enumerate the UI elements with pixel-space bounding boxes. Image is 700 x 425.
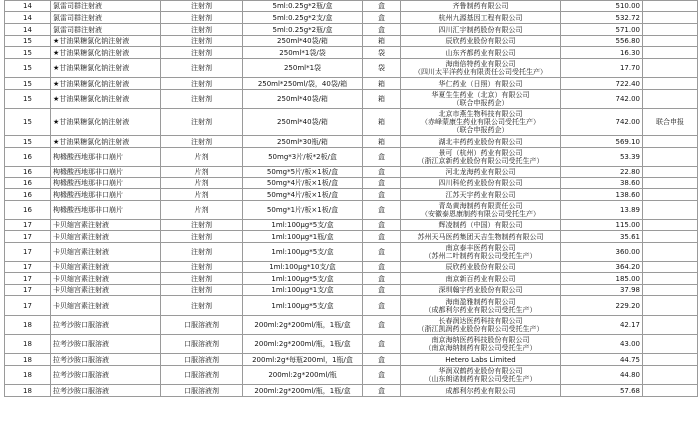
cell-company: 河北龙海药业有限公司: [401, 167, 561, 178]
table-row: [5, 273, 698, 285]
cell-drug-name: 氯雷司群注射液: [51, 12, 161, 24]
cell-no: 18: [5, 385, 51, 397]
cell-dosage-form: 注射剂: [161, 285, 243, 296]
cell-company: 南京海纳医药科技股份有限公司 （南京海纳制药有限公司受托生产）: [401, 335, 561, 354]
cell-specification: 250ml*30瓶/箱: [243, 136, 363, 148]
table-row: [5, 189, 698, 201]
cell-dosage-form: 口服溶液剂: [161, 366, 243, 385]
cell-no: 17: [5, 220, 51, 231]
cell-remark: [643, 385, 698, 397]
cell-remark: [643, 231, 698, 243]
cell-unit: 盒: [363, 366, 401, 385]
table-row: [5, 167, 698, 178]
cell-specification: 5ml:0.25g*2瓶/盒: [243, 24, 363, 36]
cell-specification: 5ml:0.25g*2瓶/盒: [243, 1, 363, 12]
cell-remark: [643, 285, 698, 296]
cell-company: 青岛黄海制药有限责任公司 （安徽泰恩康制药有限公司受托生产）: [401, 201, 561, 220]
cell-drug-name: 卡贝缩宫素注射液: [51, 243, 161, 262]
cell-specification: 50mg*4片/板×1板/盒: [243, 178, 363, 189]
cell-company: 杭州九源基因工程有限公司: [401, 12, 561, 24]
cell-company: 华润双鹤药业股份有限公司 （山东朗诺制药有限公司受托生产）: [401, 366, 561, 385]
cell-unit: 盒: [363, 1, 401, 12]
cell-specification: 50mg*1片/板×1板/盒: [243, 201, 363, 220]
cell-drug-name: ★甘油果糖氯化钠注射液: [51, 109, 161, 136]
cell-specification: 200ml:2g*200ml/瓶，1瓶/盒: [243, 316, 363, 335]
cell-company: 南京泰丰医药有限公司 （苏州二叶制药有限公司受托生产）: [401, 243, 561, 262]
cell-price: 532.72: [561, 12, 643, 24]
cell-unit: 盒: [363, 148, 401, 167]
cell-specification: 50mg*5片/板×1板/盒: [243, 167, 363, 178]
cell-unit: 盒: [363, 178, 401, 189]
cell-drug-name: 氯雷司群注射液: [51, 24, 161, 36]
cell-price: 53.39: [561, 148, 643, 167]
cell-remark: [643, 296, 698, 316]
table-row: [5, 285, 698, 296]
cell-price: 37.98: [561, 285, 643, 296]
joint-declaration-note: 联合申报: [643, 109, 698, 136]
cell-remark: [643, 316, 698, 335]
cell-company: 深圳翰宇药业股份有限公司: [401, 285, 561, 296]
cell-remark: [643, 167, 698, 178]
cell-dosage-form: 注射剂: [161, 109, 243, 136]
cell-no: 15: [5, 136, 51, 148]
cell-price: 35.61: [561, 231, 643, 243]
cell-specification: 1ml:100μg*1瓶/盒: [243, 231, 363, 243]
cell-no: 15: [5, 90, 51, 109]
cell-remark: [643, 12, 698, 24]
cell-unit: 箱: [363, 136, 401, 148]
cell-dosage-form: 口服溶液剂: [161, 335, 243, 354]
cell-price: 571.00: [561, 24, 643, 36]
cell-remark: [643, 243, 698, 262]
cell-unit: 盒: [363, 354, 401, 366]
cell-drug-name: 卡贝缩宫素注射液: [51, 296, 161, 316]
cell-company: 成都利尔药业有限公司: [401, 385, 561, 397]
cell-dosage-form: 注射剂: [161, 59, 243, 78]
cell-dosage-form: 片剂: [161, 189, 243, 201]
cell-drug-name: 氯雷司群注射液: [51, 1, 161, 12]
cell-company: 湖北丰药药业股份有限公司: [401, 136, 561, 148]
cell-no: 17: [5, 273, 51, 285]
cell-specification: 1ml:100μg*5支/盒: [243, 220, 363, 231]
cell-drug-name: 枸橼酸西地那非口崩片: [51, 189, 161, 201]
cell-unit: 箱: [363, 36, 401, 47]
table-row: [5, 24, 698, 36]
cell-price: 13.89: [561, 201, 643, 220]
table-row: [5, 59, 698, 78]
cell-specification: 250ml*1袋/袋: [243, 47, 363, 59]
cell-price: 185.00: [561, 273, 643, 285]
table-row: [5, 78, 698, 90]
cell-price: 115.00: [561, 220, 643, 231]
cell-dosage-form: 注射剂: [161, 296, 243, 316]
cell-no: 18: [5, 366, 51, 385]
cell-dosage-form: 片剂: [161, 167, 243, 178]
cell-company: 辉凌制药（中国）有限公司: [401, 220, 561, 231]
cell-specification: 200ml:2g*每瓶200ml，1瓶/盒: [243, 354, 363, 366]
cell-price: 138.60: [561, 189, 643, 201]
cell-price: 742.00: [561, 109, 643, 136]
cell-no: 15: [5, 59, 51, 78]
cell-remark: [643, 78, 698, 90]
cell-no: 17: [5, 243, 51, 262]
cell-unit: 盒: [363, 273, 401, 285]
cell-price: 17.70: [561, 59, 643, 78]
cell-no: 17: [5, 231, 51, 243]
cell-remark: [643, 36, 698, 47]
cell-unit: 盒: [363, 231, 401, 243]
cell-unit: 盒: [363, 12, 401, 24]
cell-drug-name: ★甘油果糖氯化钠注射液: [51, 36, 161, 47]
cell-price: 360.00: [561, 243, 643, 262]
cell-unit: 盒: [363, 189, 401, 201]
table-row: [5, 296, 698, 316]
cell-dosage-form: 注射剂: [161, 47, 243, 59]
cell-dosage-form: 注射剂: [161, 231, 243, 243]
drug-price-table: [4, 0, 698, 397]
cell-drug-name: 拉考沙胺口服溶液: [51, 316, 161, 335]
cell-specification: 5ml:0.25g*2支/盒: [243, 12, 363, 24]
cell-company: 辰欣药业股份有限公司: [401, 36, 561, 47]
cell-company: Hetero Labs Limited: [401, 354, 561, 366]
cell-drug-name: ★甘油果糖氯化钠注射液: [51, 78, 161, 90]
cell-drug-name: ★甘油果糖氯化钠注射液: [51, 90, 161, 109]
table-row: [5, 354, 698, 366]
cell-drug-name: 卡贝缩宫素注射液: [51, 273, 161, 285]
cell-no: 17: [5, 285, 51, 296]
cell-specification: 250ml*250ml/袋，40袋/箱: [243, 78, 363, 90]
cell-company: 华夏生生药业（北京）有限公司 （联合申报药企）: [401, 90, 561, 109]
cell-unit: 箱: [363, 90, 401, 109]
cell-price: 510.00: [561, 1, 643, 12]
cell-remark: [643, 366, 698, 385]
cell-no: 15: [5, 109, 51, 136]
cell-price: 556.80: [561, 36, 643, 47]
cell-specification: 50mg*3片/板*2板/盒: [243, 148, 363, 167]
cell-price: 43.00: [561, 335, 643, 354]
cell-company: 山东齐都药业有限公司: [401, 47, 561, 59]
cell-no: 17: [5, 262, 51, 273]
cell-remark: [643, 1, 698, 12]
cell-price: 57.68: [561, 385, 643, 397]
cell-unit: 箱: [363, 78, 401, 90]
cell-company: 北京市燕生物科技有限公司 （赤峰蒙康生药业有限公司受托生产） （联合申报药企）: [401, 109, 561, 136]
cell-price: 722.40: [561, 78, 643, 90]
cell-drug-name: 拉考沙胺口服溶液: [51, 385, 161, 397]
cell-drug-name: ★甘油果糖氯化钠注射液: [51, 59, 161, 78]
cell-remark: [643, 262, 698, 273]
cell-remark: [643, 189, 698, 201]
cell-no: 16: [5, 167, 51, 178]
cell-specification: 250ml*40袋/箱: [243, 109, 363, 136]
table-row: [5, 243, 698, 262]
cell-dosage-form: 片剂: [161, 178, 243, 189]
cell-unit: 箱: [363, 109, 401, 136]
cell-specification: 200ml:2g*200ml/瓶: [243, 366, 363, 385]
cell-remark: [643, 201, 698, 220]
cell-drug-name: 卡贝缩宫素注射液: [51, 285, 161, 296]
table-row: [5, 231, 698, 243]
cell-drug-name: 枸橼酸西地那非口崩片: [51, 148, 161, 167]
cell-specification: 1ml:100μg*5支/盒: [243, 243, 363, 262]
cell-drug-name: 拉考沙胺口服溶液: [51, 366, 161, 385]
table-row: [5, 201, 698, 220]
cell-remark: [643, 59, 698, 78]
cell-drug-name: 卡贝缩宫素注射液: [51, 231, 161, 243]
cell-company: 南京新百药业有限公司: [401, 273, 561, 285]
cell-unit: 盒: [363, 220, 401, 231]
cell-no: 18: [5, 316, 51, 335]
cell-specification: 50mg*4片/板×1板/盒: [243, 189, 363, 201]
table-row: [5, 47, 698, 59]
cell-company: 华仁药业（日照）有限公司: [401, 78, 561, 90]
cell-specification: 1ml:100μg*10支/盒: [243, 262, 363, 273]
cell-remark: [643, 148, 698, 167]
cell-remark: [643, 220, 698, 231]
cell-company: 齐鲁制药有限公司: [401, 1, 561, 12]
table-row: [5, 1, 698, 12]
cell-unit: 盒: [363, 316, 401, 335]
table-row: [5, 109, 698, 136]
cell-remark: [643, 354, 698, 366]
table-row: [5, 90, 698, 109]
cell-company: 四川汇宇制药股份有限公司: [401, 24, 561, 36]
cell-dosage-form: 片剂: [161, 148, 243, 167]
cell-no: 16: [5, 189, 51, 201]
cell-drug-name: 拉考沙胺口服溶液: [51, 354, 161, 366]
cell-specification: 1ml:100μg*5支/盒: [243, 273, 363, 285]
cell-unit: 盒: [363, 335, 401, 354]
cell-drug-name: 枸橼酸西地那非口崩片: [51, 201, 161, 220]
cell-company: 海南倍特药业有限公司 （四川太平洋药业有限责任公司受托生产）: [401, 59, 561, 78]
cell-unit: 袋: [363, 59, 401, 78]
cell-no: 17: [5, 296, 51, 316]
cell-company: 四川科伦药业股份有限公司: [401, 178, 561, 189]
table-row: [5, 36, 698, 47]
cell-price: 42.17: [561, 316, 643, 335]
cell-company: 江苏天宇药业有限公司: [401, 189, 561, 201]
cell-unit: 盒: [363, 385, 401, 397]
table-row: [5, 335, 698, 354]
cell-price: 229.20: [561, 296, 643, 316]
cell-drug-name: ★甘油果糖氯化钠注射液: [51, 47, 161, 59]
cell-no: 14: [5, 12, 51, 24]
cell-drug-name: 拉考沙胺口服溶液: [51, 335, 161, 354]
cell-specification: 200ml:2g*200ml/瓶，1瓶/盒: [243, 385, 363, 397]
cell-remark: [643, 273, 698, 285]
cell-dosage-form: 注射剂: [161, 36, 243, 47]
cell-unit: 盒: [363, 167, 401, 178]
cell-unit: 盒: [363, 243, 401, 262]
cell-specification: 1ml:100μg*1支/盒: [243, 285, 363, 296]
cell-unit: 盒: [363, 201, 401, 220]
cell-specification: 200ml:2g*200ml/瓶，1瓶/盒: [243, 335, 363, 354]
table-row: [5, 316, 698, 335]
cell-remark: [643, 335, 698, 354]
cell-specification: 250ml*1袋: [243, 59, 363, 78]
cell-dosage-form: 注射剂: [161, 1, 243, 12]
cell-no: 15: [5, 47, 51, 59]
cell-company: 景可（杭州）药业有限公司 （浙江京新药业股份有限公司受托生产）: [401, 148, 561, 167]
cell-no: 16: [5, 148, 51, 167]
cell-unit: 袋: [363, 47, 401, 59]
cell-dosage-form: 注射剂: [161, 243, 243, 262]
cell-specification: 250ml*40袋/箱: [243, 90, 363, 109]
cell-dosage-form: 注射剂: [161, 220, 243, 231]
cell-drug-name: 卡贝缩宫素注射液: [51, 262, 161, 273]
cell-dosage-form: 口服溶液剂: [161, 316, 243, 335]
cell-remark: [643, 178, 698, 189]
cell-price: 16.30: [561, 47, 643, 59]
cell-company: 长春润达医药科技有限公司 （浙江凯润药业股份有限公司受托生产）: [401, 316, 561, 335]
cell-unit: 盒: [363, 296, 401, 316]
cell-dosage-form: 口服溶液剂: [161, 354, 243, 366]
cell-no: 16: [5, 201, 51, 220]
table-row: [5, 12, 698, 24]
cell-dosage-form: 注射剂: [161, 273, 243, 285]
cell-drug-name: ★甘油果糖氯化钠注射液: [51, 136, 161, 148]
table-row: [5, 262, 698, 273]
cell-dosage-form: 片剂: [161, 201, 243, 220]
cell-price: 364.20: [561, 262, 643, 273]
cell-remark: [643, 90, 698, 109]
cell-specification: 1ml:100μg*5支/盒: [243, 296, 363, 316]
cell-dosage-form: 注射剂: [161, 24, 243, 36]
cell-remark: [643, 47, 698, 59]
cell-price: 22.80: [561, 167, 643, 178]
cell-price: 44.75: [561, 354, 643, 366]
cell-dosage-form: 注射剂: [161, 262, 243, 273]
cell-dosage-form: 口服溶液剂: [161, 385, 243, 397]
cell-drug-name: 枸橼酸西地那非口崩片: [51, 167, 161, 178]
cell-no: 14: [5, 1, 51, 12]
table-row: [5, 178, 698, 189]
cell-remark: [643, 136, 698, 148]
cell-dosage-form: 注射剂: [161, 90, 243, 109]
table-row: [5, 366, 698, 385]
cell-no: 14: [5, 24, 51, 36]
cell-price: 742.00: [561, 90, 643, 109]
cell-company: 海南盈雅制药有限公司 （成都利尔药业有限公司受托生产）: [401, 296, 561, 316]
cell-price: 44.80: [561, 366, 643, 385]
table-row: [5, 148, 698, 167]
cell-no: 15: [5, 78, 51, 90]
cell-dosage-form: 注射剂: [161, 12, 243, 24]
cell-drug-name: 卡贝缩宫素注射液: [51, 220, 161, 231]
cell-company: 辰欣药业股份有限公司: [401, 262, 561, 273]
cell-no: 16: [5, 178, 51, 189]
cell-unit: 盒: [363, 262, 401, 273]
cell-specification: 250ml*40袋/箱: [243, 36, 363, 47]
table-row: [5, 385, 698, 397]
cell-price: 38.60: [561, 178, 643, 189]
cell-dosage-form: 注射剂: [161, 136, 243, 148]
cell-no: 15: [5, 36, 51, 47]
cell-company: 苏州天马医药集团天吉生物制药有限公司: [401, 231, 561, 243]
cell-price: 569.10: [561, 136, 643, 148]
table-row: [5, 136, 698, 148]
cell-no: 18: [5, 354, 51, 366]
table-row: [5, 220, 698, 231]
cell-remark: [643, 24, 698, 36]
cell-drug-name: 枸橼酸西地那非口崩片: [51, 178, 161, 189]
cell-unit: 盒: [363, 24, 401, 36]
cell-no: 18: [5, 335, 51, 354]
cell-dosage-form: 注射剂: [161, 78, 243, 90]
cell-unit: 盒: [363, 285, 401, 296]
